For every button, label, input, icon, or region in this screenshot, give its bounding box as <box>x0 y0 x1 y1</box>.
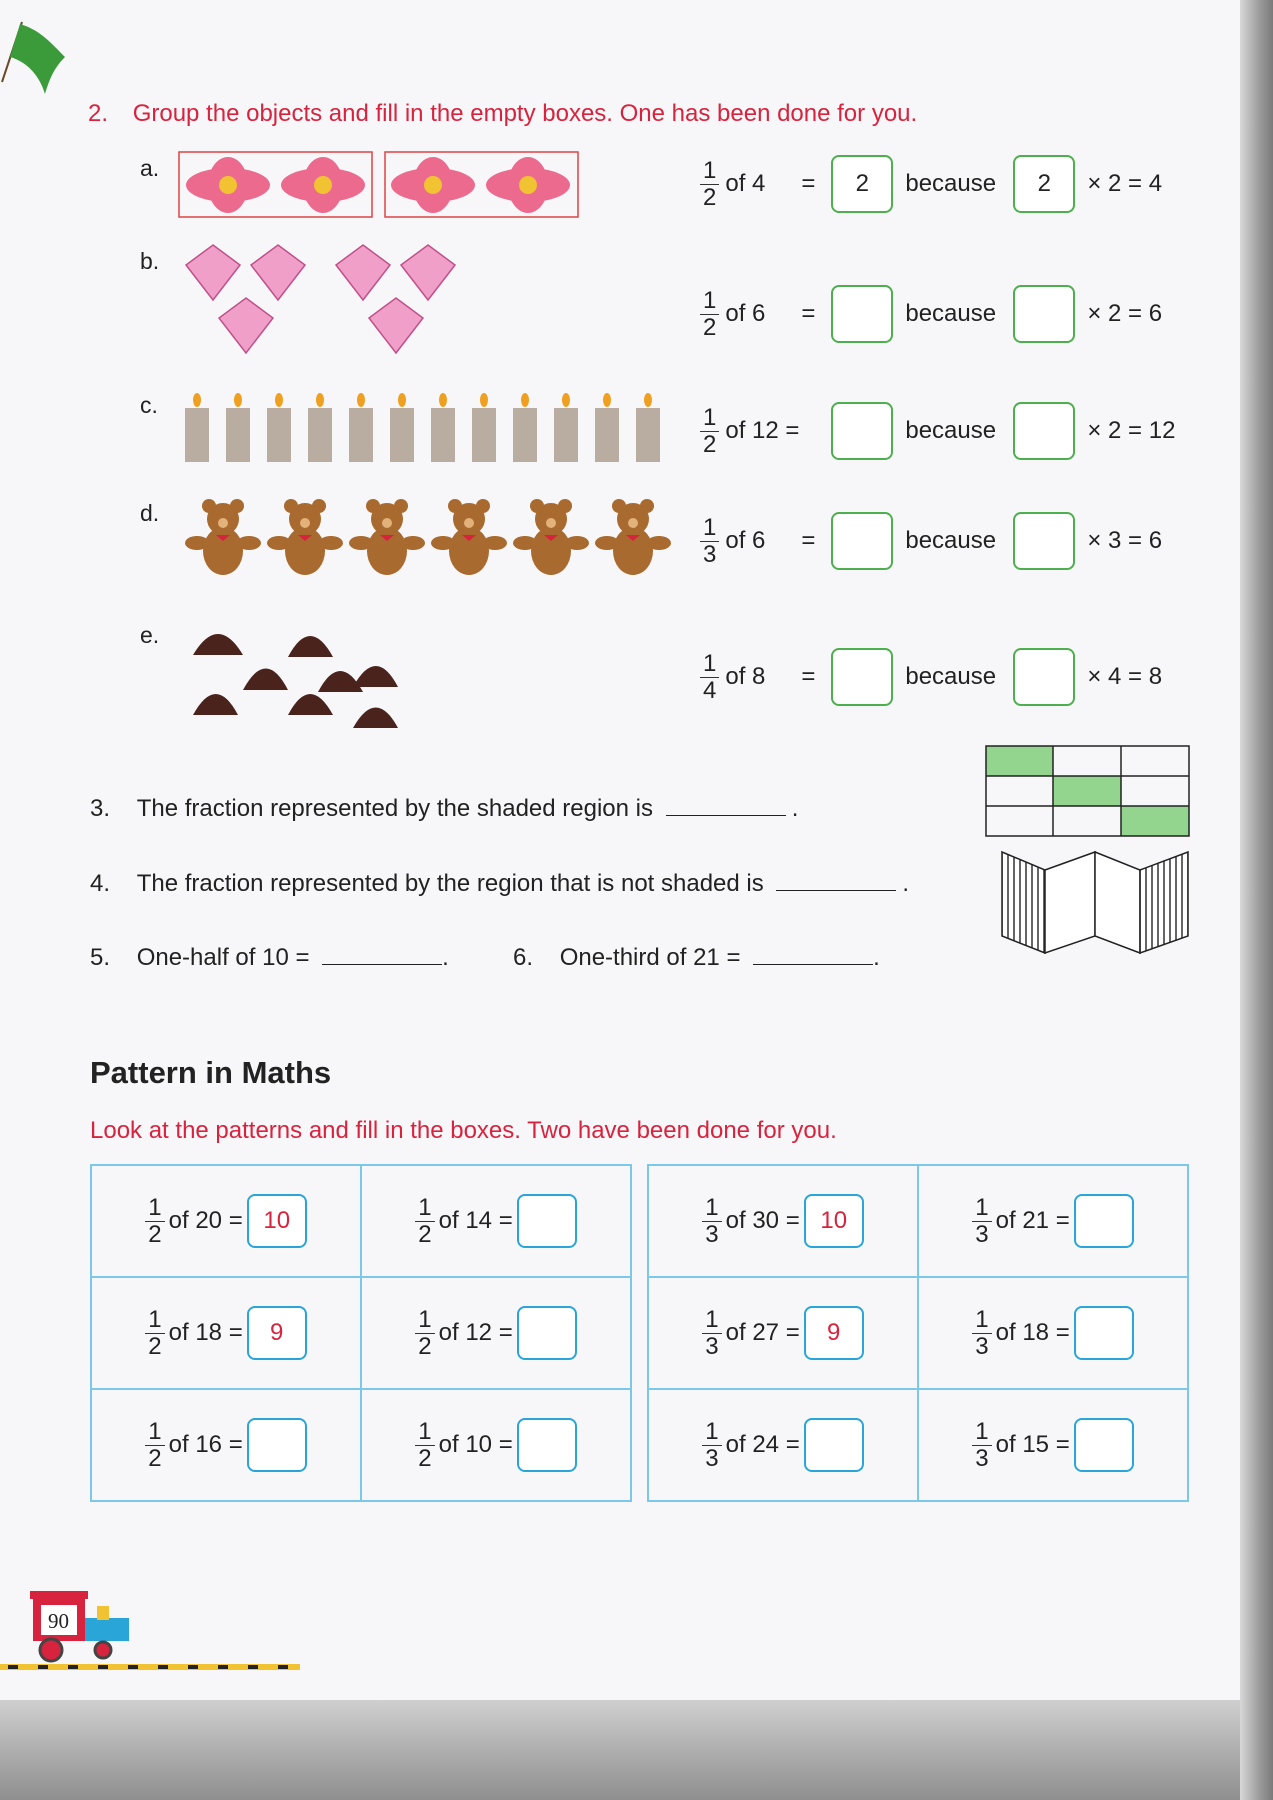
question-3 <box>90 795 798 823</box>
q2-number: 2. <box>88 100 109 127</box>
shaded-grid-diagram <box>985 745 1191 839</box>
fraction: $\frac{1}{2}$ <box>700 158 719 209</box>
page-number: 90 <box>48 1609 69 1633</box>
pattern-answer-box[interactable] <box>1074 1194 1134 1248</box>
q4-text: The fraction represented by the region that is not shaded is <box>136 870 764 897</box>
question-5 <box>90 944 449 972</box>
of-text: of 12 = <box>725 417 800 444</box>
multiplication-text: × 3 = 6 <box>1087 527 1163 554</box>
pattern-cell: $\frac{1}{3}$ of 18 = <box>919 1306 1187 1360</box>
equation-row-c <box>700 402 1175 460</box>
answer-box[interactable] <box>831 285 893 343</box>
pattern-heading: Pattern in Maths <box>90 1055 332 1090</box>
q5-period: . <box>442 944 449 971</box>
because-text: because <box>905 663 997 690</box>
pattern-answer-box[interactable]: 9 <box>804 1306 864 1360</box>
book-spine-shadow <box>1240 0 1273 1800</box>
pattern-answer-box[interactable] <box>517 1194 577 1248</box>
pattern-cell: $\frac{1}{3}$ of 21 = <box>919 1194 1187 1248</box>
track-line <box>0 1664 300 1672</box>
because-text: because <box>905 417 997 444</box>
factor-box[interactable] <box>1013 402 1075 460</box>
of-text: of 4 <box>725 170 766 197</box>
q5-answer-blank[interactable] <box>322 944 442 965</box>
pattern-table-thirds <box>647 1164 1189 1502</box>
pattern-answer-box[interactable]: 10 <box>247 1194 307 1248</box>
answer-box[interactable] <box>831 402 893 460</box>
pattern-table-halves <box>90 1164 632 1502</box>
row-b-letter: b. <box>140 248 160 274</box>
answer-box[interactable] <box>831 512 893 570</box>
q5-text: One-half of 10 = <box>136 944 310 971</box>
flowers-group-image <box>178 150 580 220</box>
q3-period: . <box>791 795 799 822</box>
q4-number: 4. <box>90 870 111 897</box>
equation-row-a <box>700 155 1162 213</box>
of-text: of 6 <box>725 300 766 327</box>
answer-box[interactable]: 2 <box>831 155 893 213</box>
row-c-letter: c. <box>140 392 158 418</box>
candles-image <box>182 392 672 464</box>
multiplication-text: × 4 = 8 <box>1087 663 1163 690</box>
train-icon <box>25 1588 135 1670</box>
q2-text: Group the objects and fill in the empty boxes. One has been done for you. <box>132 100 918 127</box>
pattern-instruction: Look at the patterns and fill in the boxes. Two have been done for you. <box>90 1117 837 1144</box>
pattern-answer-box[interactable] <box>517 1306 577 1360</box>
fraction: $\frac{1}{3}$ <box>700 515 719 566</box>
pattern-cell: $\frac{1}{3}$ of 30 = 10 <box>649 1194 917 1248</box>
q3-answer-blank[interactable] <box>666 795 786 816</box>
pattern-answer-box[interactable] <box>247 1418 307 1472</box>
row-e-letter: e. <box>140 622 160 648</box>
pattern-cell: $\frac{1}{2}$ of 12 = <box>362 1306 630 1360</box>
factor-box[interactable] <box>1013 285 1075 343</box>
q6-number: 6. <box>513 944 534 971</box>
of-text: of 6 <box>725 527 766 554</box>
q2-instruction <box>88 100 917 128</box>
pattern-cell: $\frac{1}{2}$ of 18 = 9 <box>92 1306 360 1360</box>
q3-text: The fraction represented by the shaded region is <box>136 795 654 822</box>
equals-sign: = <box>801 663 816 690</box>
pattern-answer-box[interactable] <box>804 1418 864 1472</box>
q4-period: . <box>902 870 910 897</box>
factor-box[interactable] <box>1013 648 1075 706</box>
multiplication-text: × 2 = 4 <box>1087 170 1163 197</box>
equals-sign: = <box>801 170 816 197</box>
pattern-cell: $\frac{1}{3}$ of 27 = 9 <box>649 1306 917 1360</box>
pattern-answer-box[interactable]: 10 <box>804 1194 864 1248</box>
teddy-bears-image <box>185 495 675 580</box>
equation-row-d <box>700 512 1162 570</box>
factor-box[interactable]: 2 <box>1013 155 1075 213</box>
equals-sign: = <box>801 300 816 327</box>
answer-box[interactable] <box>831 648 893 706</box>
fraction: $\frac{1}{2}$ <box>700 288 719 339</box>
pattern-answer-box[interactable] <box>517 1418 577 1472</box>
pattern-answer-box[interactable] <box>1074 1306 1134 1360</box>
pattern-answer-box[interactable] <box>1074 1418 1134 1472</box>
because-text: because <box>905 300 997 327</box>
q6-period: . <box>873 944 880 971</box>
q4-answer-blank[interactable] <box>776 870 896 891</box>
q6-text: One-third of 21 = <box>559 944 741 971</box>
flag-icon <box>0 12 75 97</box>
factor-box[interactable] <box>1013 512 1075 570</box>
equation-row-e <box>700 648 1162 706</box>
pattern-cell: $\frac{1}{2}$ of 16 = <box>92 1418 360 1472</box>
row-d-letter: d. <box>140 500 160 526</box>
pattern-cell: $\frac{1}{3}$ of 15 = <box>919 1418 1187 1472</box>
pattern-cell: $\frac{1}{3}$ of 24 = <box>649 1418 917 1472</box>
fraction: $\frac{1}{4}$ <box>700 651 719 702</box>
question-4 <box>90 870 909 898</box>
row-a-letter: a. <box>140 155 160 181</box>
folded-paper-diagram <box>1000 848 1192 958</box>
q3-number: 3. <box>90 795 111 822</box>
because-text: because <box>905 527 997 554</box>
equals-sign: = <box>801 527 816 554</box>
of-text: of 8 <box>725 663 766 690</box>
pattern-cell: $\frac{1}{2}$ of 20 = 10 <box>92 1194 360 1248</box>
because-text: because <box>905 170 997 197</box>
question-6 <box>513 944 880 972</box>
q5-number: 5. <box>90 944 111 971</box>
pattern-cell: $\frac{1}{2}$ of 14 = <box>362 1194 630 1248</box>
pattern-answer-box[interactable]: 9 <box>247 1306 307 1360</box>
fraction: $\frac{1}{2}$ <box>700 405 719 456</box>
q6-answer-blank[interactable] <box>753 944 873 965</box>
equation-row-b <box>700 285 1162 343</box>
pattern-cell: $\frac{1}{2}$ of 10 = <box>362 1418 630 1472</box>
multiplication-text: × 2 = 12 <box>1087 417 1176 444</box>
multiplication-text: × 2 = 6 <box>1087 300 1163 327</box>
kites-image <box>178 240 468 370</box>
page-bottom-shadow <box>0 1700 1240 1800</box>
chocolates-image <box>188 615 438 730</box>
